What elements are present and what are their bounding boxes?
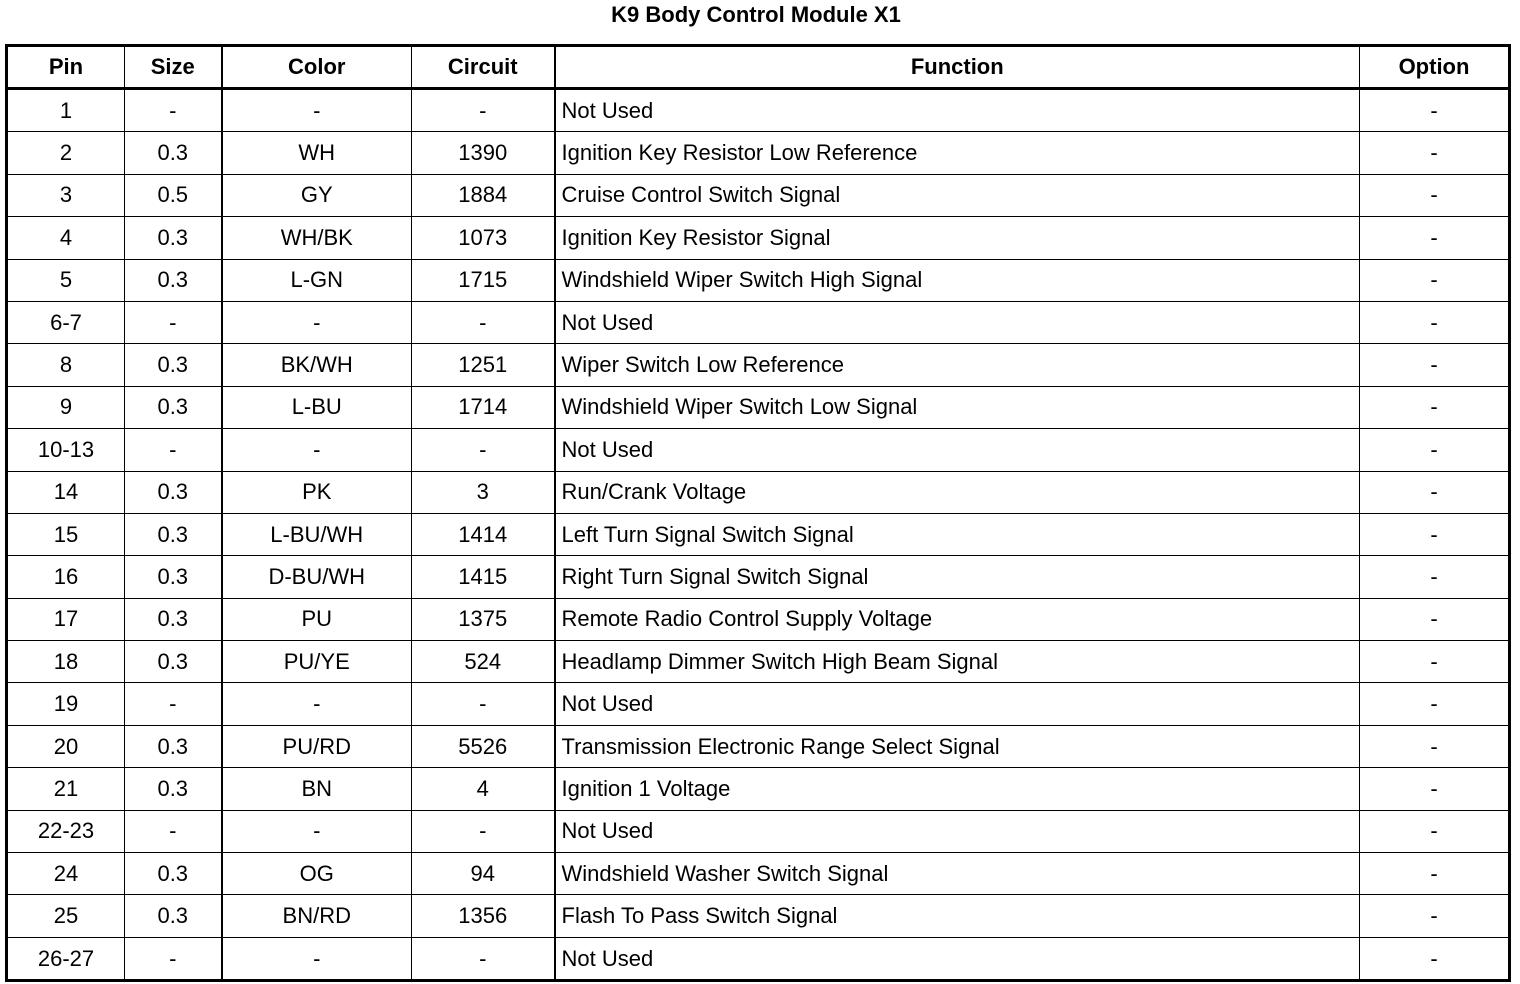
cell-function: Transmission Electronic Range Select Signal [555, 725, 1360, 767]
cell-function: Remote Radio Control Supply Voltage [555, 598, 1360, 640]
cell-option: - [1360, 810, 1510, 852]
cell-size: - [125, 810, 222, 852]
cell-function: Run/Crank Voltage [555, 471, 1360, 513]
cell-option: - [1360, 556, 1510, 598]
cell-color: - [222, 810, 412, 852]
cell-option: - [1360, 259, 1510, 301]
cell-size: 0.3 [125, 344, 222, 386]
cell-function: Windshield Wiper Switch High Signal [555, 259, 1360, 301]
cell-option: - [1360, 471, 1510, 513]
cell-size: 0.3 [125, 853, 222, 895]
table-row [7, 217, 1510, 259]
cell-pin: 21 [7, 768, 125, 810]
cell-circuit: 1375 [412, 598, 555, 640]
cell-color: BN/RD [222, 895, 412, 937]
cell-circuit: 524 [412, 641, 555, 683]
cell-option: - [1360, 725, 1510, 767]
table-row [7, 853, 1510, 895]
cell-function: Not Used [555, 937, 1360, 980]
cell-color: PU/YE [222, 641, 412, 683]
cell-circuit: - [412, 810, 555, 852]
cell-size: - [125, 89, 222, 132]
table-row [7, 513, 1510, 555]
cell-pin: 6-7 [7, 301, 125, 343]
cell-option: - [1360, 301, 1510, 343]
cell-option: - [1360, 132, 1510, 174]
cell-size: 0.3 [125, 641, 222, 683]
cell-option: - [1360, 895, 1510, 937]
cell-color: - [222, 937, 412, 980]
cell-function: Not Used [555, 429, 1360, 471]
cell-color: L-GN [222, 259, 412, 301]
cell-size: 0.3 [125, 471, 222, 513]
cell-pin: 2 [7, 132, 125, 174]
cell-pin: 22-23 [7, 810, 125, 852]
table-row [7, 174, 1510, 216]
cell-circuit: 1415 [412, 556, 555, 598]
cell-option: - [1360, 89, 1510, 132]
cell-option: - [1360, 429, 1510, 471]
cell-pin: 18 [7, 641, 125, 683]
cell-pin: 24 [7, 853, 125, 895]
cell-pin: 10-13 [7, 429, 125, 471]
cell-circuit: 3 [412, 471, 555, 513]
cell-pin: 3 [7, 174, 125, 216]
table-row [7, 937, 1510, 980]
cell-pin: 26-27 [7, 937, 125, 980]
column-header-circuit: Circuit [412, 46, 555, 89]
cell-function: Windshield Washer Switch Signal [555, 853, 1360, 895]
cell-option: - [1360, 513, 1510, 555]
cell-color: GY [222, 174, 412, 216]
cell-pin: 8 [7, 344, 125, 386]
cell-color: - [222, 429, 412, 471]
cell-color: L-BU [222, 386, 412, 428]
cell-size: 0.3 [125, 217, 222, 259]
cell-pin: 14 [7, 471, 125, 513]
cell-pin: 25 [7, 895, 125, 937]
cell-option: - [1360, 853, 1510, 895]
cell-size: 0.3 [125, 132, 222, 174]
cell-pin: 19 [7, 683, 125, 725]
cell-circuit: - [412, 89, 555, 132]
table-row [7, 725, 1510, 767]
cell-function: Ignition Key Resistor Signal [555, 217, 1360, 259]
cell-color: - [222, 89, 412, 132]
connector-pin-table [5, 44, 1511, 982]
cell-pin: 4 [7, 217, 125, 259]
cell-function: Not Used [555, 810, 1360, 852]
cell-size: 0.3 [125, 598, 222, 640]
table-row [7, 344, 1510, 386]
column-header-color: Color [222, 46, 412, 89]
cell-function: Right Turn Signal Switch Signal [555, 556, 1360, 598]
cell-size: 0.3 [125, 556, 222, 598]
cell-circuit: - [412, 429, 555, 471]
cell-circuit: - [412, 937, 555, 980]
cell-color: D-BU/WH [222, 556, 412, 598]
cell-circuit: - [412, 301, 555, 343]
table-row [7, 471, 1510, 513]
cell-circuit: 1356 [412, 895, 555, 937]
cell-size: 0.5 [125, 174, 222, 216]
table-row [7, 768, 1510, 810]
column-header-size: Size [125, 46, 222, 89]
column-header-pin: Pin [7, 46, 125, 89]
cell-circuit: 5526 [412, 725, 555, 767]
cell-size: 0.3 [125, 725, 222, 767]
cell-color: PK [222, 471, 412, 513]
header-row [7, 46, 1510, 89]
table-row [7, 429, 1510, 471]
table-row [7, 301, 1510, 343]
cell-circuit: 1414 [412, 513, 555, 555]
cell-color: OG [222, 853, 412, 895]
cell-circuit: 1073 [412, 217, 555, 259]
cell-circuit: 1390 [412, 132, 555, 174]
cell-color: L-BU/WH [222, 513, 412, 555]
cell-size: - [125, 683, 222, 725]
cell-function: Ignition 1 Voltage [555, 768, 1360, 810]
table-title: K9 Body Control Module X1 [611, 2, 901, 27]
cell-pin: 5 [7, 259, 125, 301]
cell-size: 0.3 [125, 259, 222, 301]
table-row [7, 641, 1510, 683]
column-header-option: Option [1360, 46, 1510, 89]
cell-option: - [1360, 217, 1510, 259]
cell-function: Windshield Wiper Switch Low Signal [555, 386, 1360, 428]
column-header-function: Function [555, 46, 1360, 89]
cell-pin: 1 [7, 89, 125, 132]
cell-color: WH [222, 132, 412, 174]
table-row [7, 259, 1510, 301]
cell-function: Ignition Key Resistor Low Reference [555, 132, 1360, 174]
cell-pin: 20 [7, 725, 125, 767]
cell-function: Cruise Control Switch Signal [555, 174, 1360, 216]
cell-circuit: 1251 [412, 344, 555, 386]
table-row [7, 132, 1510, 174]
cell-color: PU [222, 598, 412, 640]
cell-size: - [125, 937, 222, 980]
cell-function: Not Used [555, 301, 1360, 343]
cell-option: - [1360, 641, 1510, 683]
cell-function: Not Used [555, 683, 1360, 725]
cell-size: 0.3 [125, 895, 222, 937]
cell-circuit: - [412, 683, 555, 725]
cell-color: - [222, 301, 412, 343]
cell-size: - [125, 429, 222, 471]
cell-size: 0.3 [125, 513, 222, 555]
table-row [7, 598, 1510, 640]
table-body [7, 89, 1510, 981]
cell-circuit: 94 [412, 853, 555, 895]
table-row [7, 89, 1510, 132]
cell-color: PU/RD [222, 725, 412, 767]
cell-option: - [1360, 174, 1510, 216]
cell-option: - [1360, 683, 1510, 725]
cell-function: Left Turn Signal Switch Signal [555, 513, 1360, 555]
cell-option: - [1360, 937, 1510, 980]
cell-option: - [1360, 386, 1510, 428]
cell-function: Flash To Pass Switch Signal [555, 895, 1360, 937]
cell-function: Wiper Switch Low Reference [555, 344, 1360, 386]
table-row [7, 810, 1510, 852]
cell-pin: 17 [7, 598, 125, 640]
table-row [7, 683, 1510, 725]
cell-circuit: 1884 [412, 174, 555, 216]
cell-pin: 16 [7, 556, 125, 598]
cell-option: - [1360, 598, 1510, 640]
cell-color: - [222, 683, 412, 725]
cell-color: BN [222, 768, 412, 810]
table-row [7, 386, 1510, 428]
cell-function: Not Used [555, 89, 1360, 132]
cell-option: - [1360, 344, 1510, 386]
cell-color: WH/BK [222, 217, 412, 259]
table-row [7, 895, 1510, 937]
cell-size: - [125, 301, 222, 343]
cell-function: Headlamp Dimmer Switch High Beam Signal [555, 641, 1360, 683]
cell-pin: 15 [7, 513, 125, 555]
cell-circuit: 4 [412, 768, 555, 810]
cell-color: BK/WH [222, 344, 412, 386]
cell-circuit: 1715 [412, 259, 555, 301]
cell-size: 0.3 [125, 386, 222, 428]
cell-circuit: 1714 [412, 386, 555, 428]
table-row [7, 556, 1510, 598]
cell-pin: 9 [7, 386, 125, 428]
cell-option: - [1360, 768, 1510, 810]
cell-size: 0.3 [125, 768, 222, 810]
